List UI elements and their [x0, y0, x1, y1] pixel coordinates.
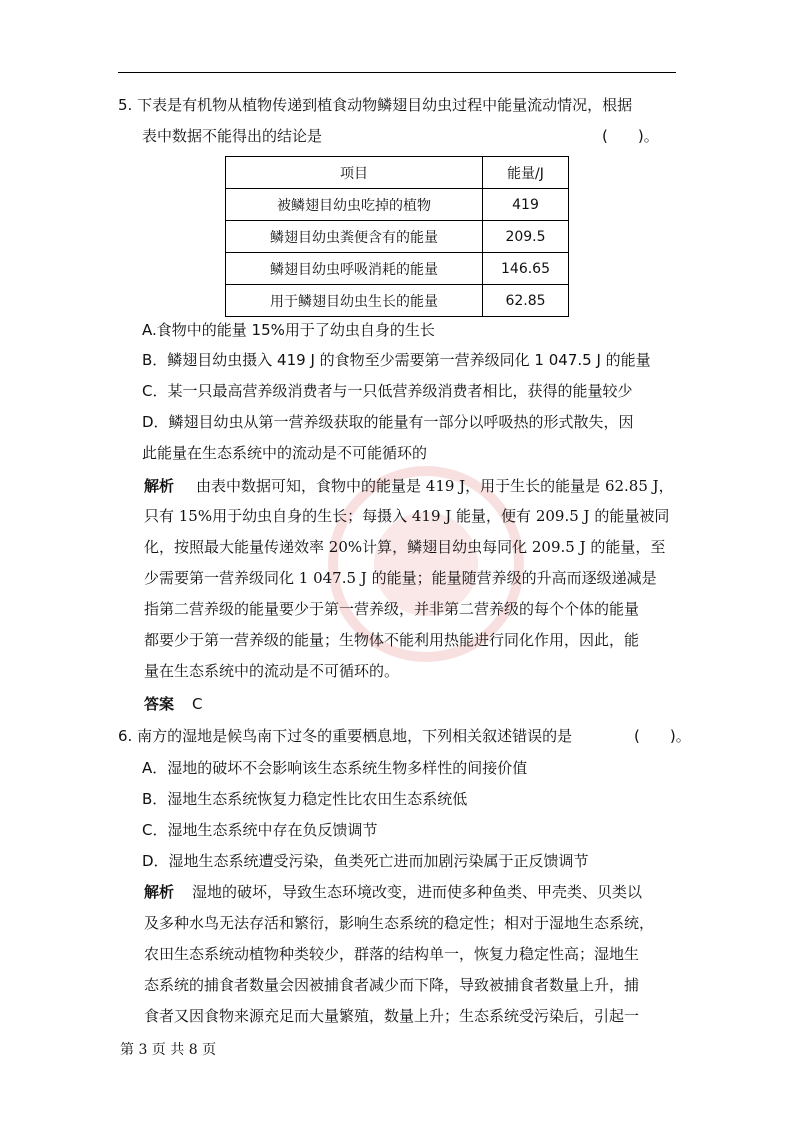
- q5-option-d-line1: D．鳞翅目幼虫从第一营养级获取的能量有一部分以呼吸热的形式散失，因: [142, 413, 634, 431]
- q5-option-a: A.食物中的能量 15%用于了幼虫自身的生长: [142, 321, 435, 339]
- q6-option-b: B．湿地生态系统恢复力稳定性比农田生态系统低: [142, 790, 468, 808]
- q6-option-a: A．湿地的破坏不会影响该生态系统生物多样性的间接价值: [142, 759, 528, 777]
- page-footer: 第 3 页 共 8 页: [120, 1042, 217, 1058]
- table-cell: 209.5: [483, 221, 569, 253]
- q6-answer-paren: ( )。: [634, 727, 691, 745]
- table-cell: 用于鳞翅目幼虫生长的能量: [226, 285, 483, 317]
- q5-analysis-label: 解析: [144, 477, 175, 495]
- q5-stem-line2: 表中数据不能得出的结论是: [142, 127, 323, 145]
- q6-analysis-line: 及多种水鸟无法存活和繁衍，影响生态系统的稳定性；相对于湿地生态系统，: [144, 914, 655, 932]
- q5-answer-paren: ( )。: [602, 127, 659, 145]
- table-row: [226, 189, 569, 221]
- q5-option-d-line2: 此能量在生态系统中的流动是不可能循环的: [142, 444, 428, 462]
- q6-option-d: D．湿地生态系统遭受污染，鱼类死亡进而加剧污染属于正反馈调节: [142, 852, 589, 870]
- q6-analysis-line: 食者又因食物来源充足而大量繁殖，数量上升；生态系统受污染后，引起一: [144, 1007, 640, 1025]
- table-row: [226, 253, 569, 285]
- header-rule: [118, 72, 676, 73]
- table-cell: 62.85: [483, 285, 569, 317]
- table-cell: 被鳞翅目幼虫吃掉的植物: [226, 189, 483, 221]
- q5-option-c: C．某一只最高营养级消费者与一只低营养级消费者相比，获得的能量较少: [142, 382, 633, 400]
- table-header-row: [226, 157, 569, 189]
- q5-stem-line1: 5. 下表是有机物从植物传递到植食动物鳞翅目幼虫过程中能量流动情况，根据: [118, 96, 633, 114]
- q5-answer-label: 答案: [144, 695, 175, 713]
- q5-analysis-line: 少需要第一营养级同化 1 047.5 J 的能量；能量随营养级的升高而逐级递减是: [144, 569, 657, 587]
- q6-option-c: C．湿地生态系统中存在负反馈调节: [142, 821, 378, 839]
- energy-table: [225, 156, 569, 317]
- table-cell: 鳞翅目幼虫粪便含有的能量: [226, 221, 483, 253]
- table-header-energy: 能量/J: [483, 157, 569, 189]
- q6-analysis-line: 湿地的破坏，导致生态环境改变，进而使多种鱼类、甲壳类、贝类以: [192, 883, 643, 901]
- table-row: [226, 285, 569, 317]
- q6-analysis-line: 农田生态系统动植物种类较少，群落的结构单一，恢复力稳定性高；湿地生: [144, 945, 640, 963]
- table-row: [226, 221, 569, 253]
- q6-analysis-label: 解析: [144, 883, 175, 901]
- q6-stem: 6. 南方的湿地是候鸟南下过冬的重要栖息地，下列相关叙述错误的是: [118, 727, 573, 745]
- table-cell: 419: [483, 189, 569, 221]
- q5-analysis-line: 都要少于第一营养级的能量；生物体不能利用热能进行同化作用，因此，能: [144, 631, 640, 649]
- q5-answer-value: C: [192, 695, 203, 713]
- q5-option-b: B．鳞翅目幼虫摄入 419 J 的食物至少需要第一营养级同化 1 047.5 J 的能量: [142, 351, 651, 369]
- q5-analysis-line: 由表中数据可知，食物中的能量是 419 J，用于生长的能量是 62.85 J，: [196, 477, 674, 495]
- q5-analysis-line: 指第二营养级的能量要少于第一营养级，并非第二营养级的每个个体的能量: [144, 600, 640, 618]
- q6-analysis-line: 态系统的捕食者数量会因被捕食者减少而下降，导致被捕食者数量上升，捕: [144, 976, 640, 994]
- table-cell: 鳞翅目幼虫呼吸消耗的能量: [226, 253, 483, 285]
- q5-analysis-line: 化，按照最大能量传递效率 20%计算，鳞翅目幼虫每同化 209.5 J 的能量，至: [144, 538, 666, 556]
- q5-analysis-line: 只有 15%用于幼虫自身的生长；每摄入 419 J 能量，便有 209.5 J 的能量被同: [144, 507, 670, 525]
- table-cell: 146.65: [483, 253, 569, 285]
- table-header-item: 项目: [226, 157, 483, 189]
- q5-analysis-line: 量在生态系统中的流动是不可循环的。: [144, 662, 400, 680]
